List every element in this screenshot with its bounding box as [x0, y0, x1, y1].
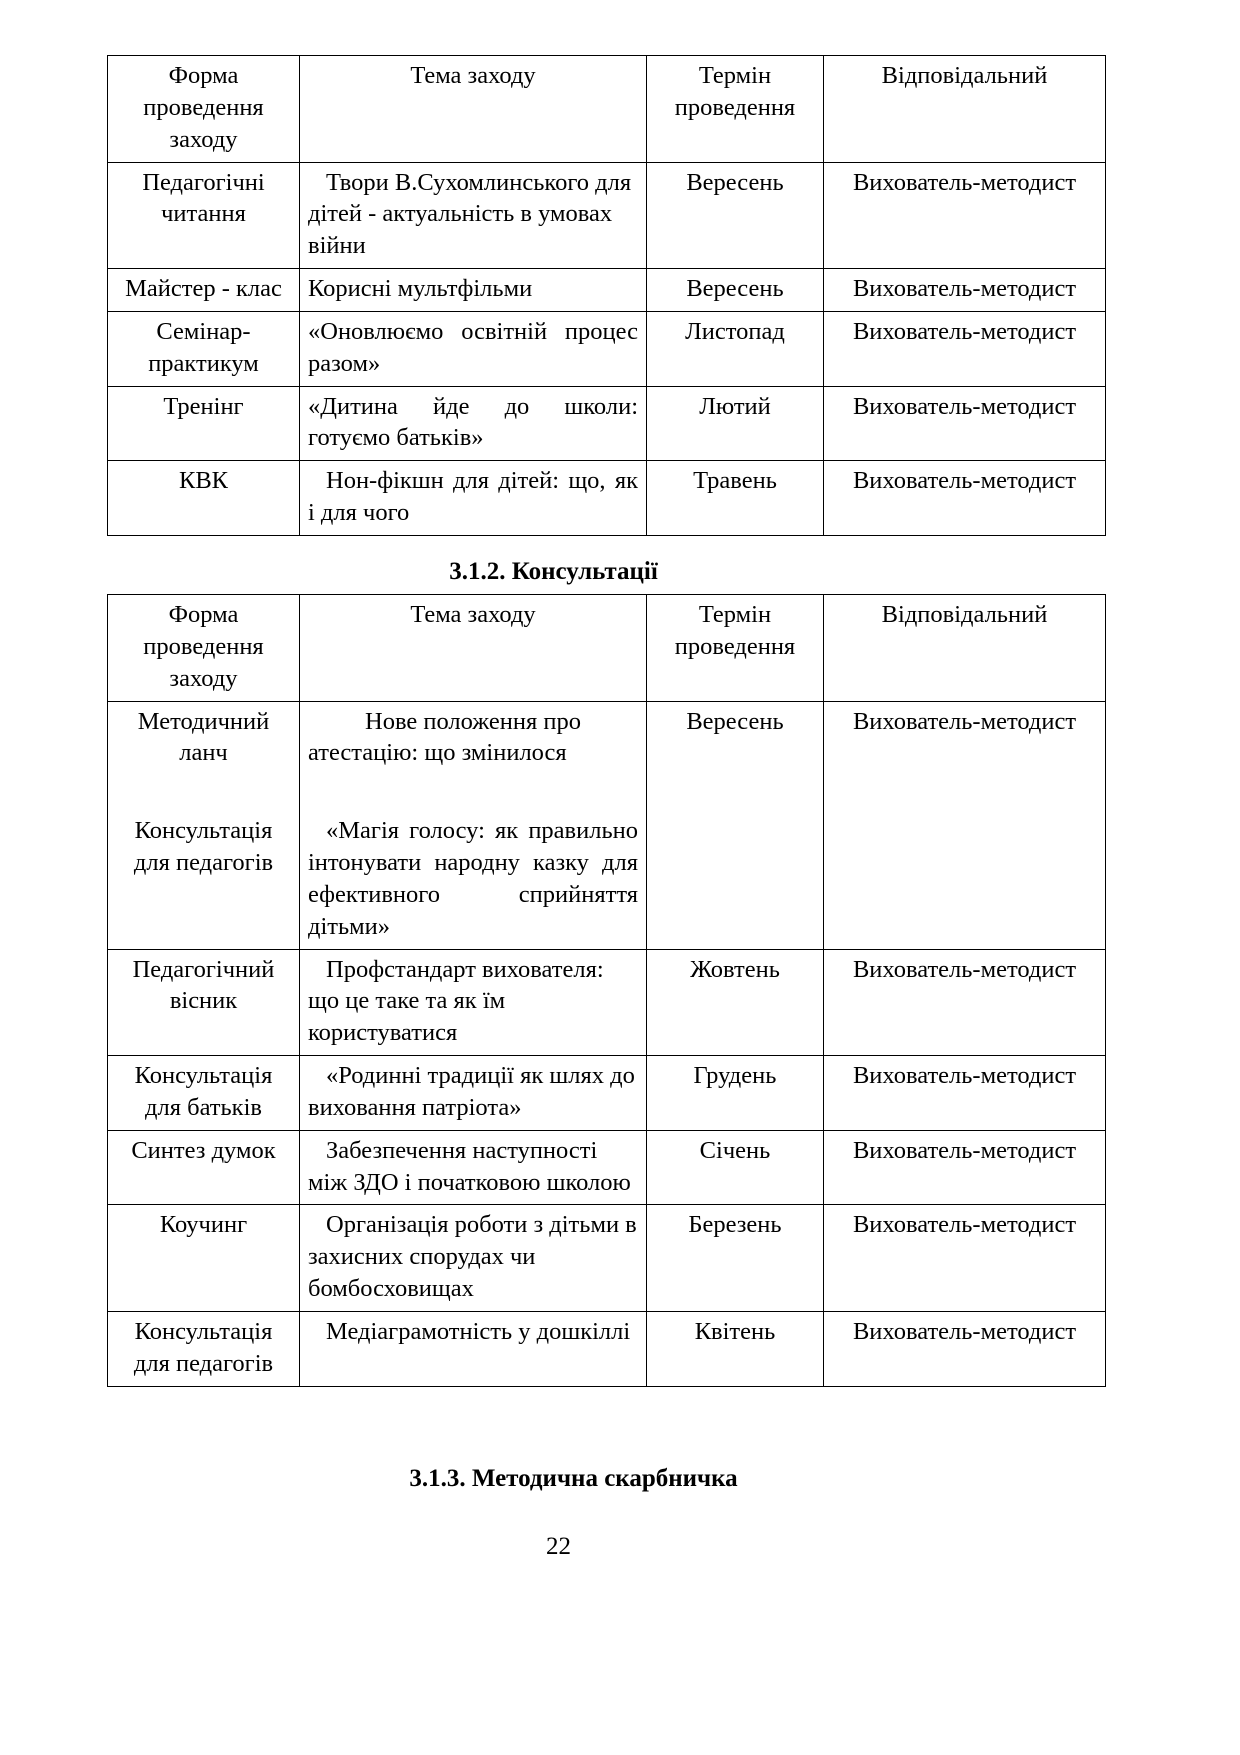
cell-responsible: Вихователь-методист: [824, 701, 1106, 949]
cell-form: Тренінг: [108, 386, 300, 461]
cell-term: Березень: [647, 1205, 824, 1312]
cell-form: КВК: [108, 461, 300, 536]
table-header-row: [108, 56, 1106, 163]
cell-term: Вересень: [647, 701, 824, 949]
cell-term: Вересень: [647, 269, 824, 312]
cell-responsible: Вихователь-методист: [824, 269, 1106, 312]
column-header-term: Термін проведення: [647, 56, 824, 163]
section-heading-consultations: 3.1.2. Консультації: [449, 557, 658, 585]
cell-responsible: Вихователь-методист: [824, 1130, 1106, 1205]
cell-theme-line-2: «Магія голосу: як правильно інтонувати народну казку для ефективного сприйняття дітьми»: [308, 817, 638, 940]
table-row: [108, 949, 1106, 1056]
table-row: [108, 386, 1106, 461]
cell-term: Травень: [647, 461, 824, 536]
table-body: [108, 701, 1106, 1386]
table-body: [108, 162, 1106, 535]
table-row: [108, 269, 1106, 312]
cell-responsible: Вихователь-методист: [824, 386, 1106, 461]
table-row: [108, 1130, 1106, 1205]
cell-form-line-1: Методичний ланч: [137, 707, 270, 767]
table-row: [108, 311, 1106, 386]
cell-theme: Нон-фікшн для дітей: що, як і для чого: [300, 461, 647, 536]
page-number: 22: [546, 1532, 571, 1560]
cell-term: Лютий: [647, 386, 824, 461]
cell-form: Педагогічні читання: [108, 162, 300, 269]
cell-spacer: [308, 769, 638, 815]
cell-responsible: Вихователь-методист: [824, 162, 1106, 269]
pedagogical-events-table: [107, 55, 1106, 536]
cell-responsible: Вихователь-методист: [824, 1312, 1106, 1387]
cell-responsible: Вихователь-методист: [824, 461, 1106, 536]
cell-term: Жовтень: [647, 949, 824, 1056]
cell-form: Педагогічний вісник: [108, 949, 300, 1056]
table-row: [108, 461, 1106, 536]
cell-term: Грудень: [647, 1056, 824, 1131]
cell-form-line-2: Консультація для педагогів: [133, 817, 274, 877]
cell-spacer: [116, 769, 291, 815]
column-header-responsible: Відповідальний: [824, 56, 1106, 163]
column-header-theme: Тема заходу: [300, 594, 647, 701]
cell-term: Вересень: [647, 162, 824, 269]
cell-theme: «Дитина йде до школи: готуємо батьків»: [300, 386, 647, 461]
table-header: [108, 594, 1106, 701]
cell-theme: Корисні мультфільми: [300, 269, 647, 312]
cell-form: Семінар-практикум: [108, 311, 300, 386]
cell-theme: «Оновлюємо освітній процес разом»: [300, 311, 647, 386]
cell-term: Квітень: [647, 1312, 824, 1387]
cell-responsible: Вихователь-методист: [824, 311, 1106, 386]
consultations-table: [107, 594, 1106, 1387]
cell-term: Січень: [647, 1130, 824, 1205]
table-header: [108, 56, 1106, 163]
table-header-row: [108, 594, 1106, 701]
column-header-form: Форма проведення заходу: [108, 56, 300, 163]
table-row: [108, 162, 1106, 269]
table-row: [108, 1056, 1106, 1131]
cell-theme: «Родинні традиції як шлях до виховання патріота»: [300, 1056, 647, 1131]
cell-theme: Профстандарт вихователя: що це таке та як їм користуватися: [300, 949, 647, 1056]
cell-form: [108, 701, 300, 949]
cell-form: Консультація для педагогів: [108, 1312, 300, 1387]
cell-responsible: Вихователь-методист: [824, 949, 1106, 1056]
cell-term: Листопад: [647, 311, 824, 386]
cell-theme: Організація роботи з дітьми в захисних спорудах чи бомбосховищах: [300, 1205, 647, 1312]
cell-form: Синтез думок: [108, 1130, 300, 1205]
column-header-form: Форма проведення заходу: [108, 594, 300, 701]
cell-theme: Медіаграмотність у дошкіллі: [300, 1312, 647, 1387]
cell-theme: Твори В.Сухомлинського для дітей - актуальність в умовах війни: [300, 162, 647, 269]
cell-form: Консультація для батьків: [108, 1056, 300, 1131]
cell-responsible: Вихователь-методист: [824, 1056, 1106, 1131]
table-row: [108, 1312, 1106, 1387]
column-header-term: Термін проведення: [647, 594, 824, 701]
column-header-theme: Тема заходу: [300, 56, 647, 163]
column-header-responsible: Відповідальний: [824, 594, 1106, 701]
table-row: [108, 701, 1106, 949]
cell-form: Коучинг: [108, 1205, 300, 1312]
cell-theme-line-1: Нове положення про атестацію: що змінилося: [308, 707, 581, 767]
table-row: [108, 1205, 1106, 1312]
cell-responsible: Вихователь-методист: [824, 1205, 1106, 1312]
cell-form: Майстер - клас: [108, 269, 300, 312]
section-heading-methodical-treasury: 3.1.3. Методична скарбничка: [409, 1464, 738, 1492]
cell-theme: Забезпечення наступності між ЗДО і початковою школою: [300, 1130, 647, 1205]
cell-theme: [300, 701, 647, 949]
